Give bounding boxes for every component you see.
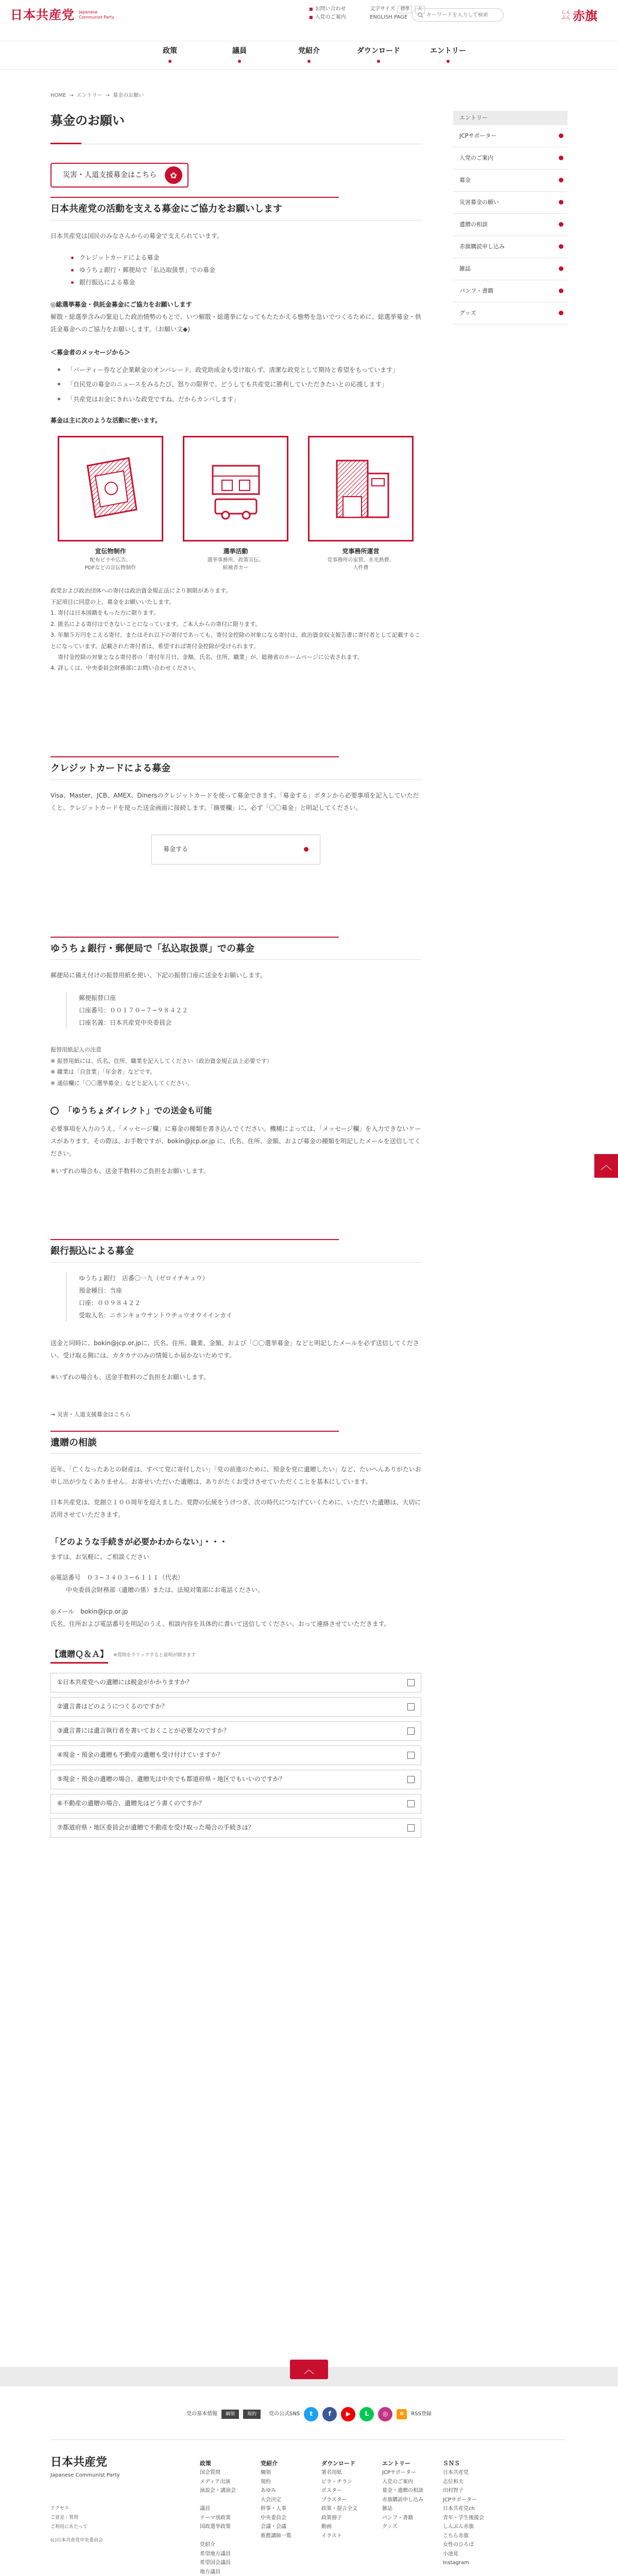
- footer-column-heading[interactable]: 政策: [200, 2460, 211, 2467]
- support-heading: 日本共産党の活動を支える募金にご協力をお願いします: [50, 197, 421, 221]
- nav-dot-icon: [238, 60, 241, 63]
- yucho-heading: ゆうちょ銀行・郵便局で「払込取扱票」での募金: [50, 937, 421, 960]
- footer-link[interactable]: 日本共産党: [443, 2470, 469, 2476]
- qa-heading-row: [50, 1648, 421, 1664]
- footer-link[interactable]: 小池晃: [443, 2551, 458, 2557]
- footer-link[interactable]: Instagram: [443, 2560, 469, 2566]
- twitter-icon[interactable]: t: [304, 2407, 318, 2421]
- form-notes: 振替用紙記入の注意 ※ 振替用紙には、氏名、住所、職業を記入してください（政治資金規正法上必要です） ※ 職業は「自営業」「年金者」などです。 ※ 通信欄に「〇〇選挙募金」などと記入してください。: [50, 1046, 272, 1087]
- nav-download[interactable]: ダウンロード: [345, 45, 413, 70]
- footer-link[interactable]: ポスター: [321, 2488, 342, 2494]
- election-heading: ◎総選挙募金・供託金募金にご協力をお願いします: [50, 301, 192, 309]
- logo-text: 日本共産党: [10, 7, 75, 22]
- footer-logo[interactable]: 日本共産党 Japanese Communist Party: [50, 2455, 120, 2479]
- dot-icon: [304, 847, 308, 852]
- footer-column: [443, 2459, 504, 2576]
- qa-item[interactable]: ⑤現金・預金の遺贈の場合、遺贈先は中央でも都道府県・地区でもいいのですか？: [50, 1770, 421, 1789]
- postal-account-box: 郵便振替口座 口座番号：００１７０−７−９８４２２ 口座名義：日本共産党中央委員会: [66, 992, 421, 1029]
- footer-link[interactable]: ビラ・チラシ: [321, 2479, 352, 2485]
- usage-cards: [58, 436, 421, 572]
- rules-link[interactable]: 規約: [243, 2410, 261, 2419]
- footer-link[interactable]: 入党のご案内: [382, 2479, 413, 2485]
- nav-about[interactable]: 党紹介: [275, 45, 343, 70]
- dot-icon: [559, 222, 563, 227]
- footer-link[interactable]: テーマ別政策: [200, 2515, 231, 2521]
- footer-link: [200, 2496, 261, 2505]
- expand-box-icon: [407, 1776, 415, 1783]
- footer-link[interactable]: 青年・学生後援会: [443, 2515, 484, 2521]
- election-text: 解散・総選挙含みの緊迫した政治情勢のもとで、いつ解散・総選挙になってもたたかえる態勢を急いでつくるために、総選挙募金・供託金募金へのご協力をお願いします。（お願い文◆): [50, 313, 421, 333]
- footer-link[interactable]: 国政選挙政策: [200, 2524, 231, 2530]
- dot-icon: [559, 266, 563, 271]
- legal-notes: [50, 585, 421, 674]
- qa-item[interactable]: ④現金・預金の遺贈も不動産の遺贈も受け付けていますか？: [50, 1745, 421, 1765]
- footer-link[interactable]: 幹事・人事: [261, 2506, 286, 2512]
- expand-box-icon: [407, 1727, 415, 1735]
- logo-english: Japanese Communist Party: [79, 10, 114, 20]
- bequest-tel-note: 中央委員会財務部（遺贈の係）または、法規対策部にお電話ください。: [66, 1586, 264, 1594]
- fee-note: ※いずれの場合も、送金手数料のご負担をお願いします。: [50, 1373, 210, 1381]
- contact-link[interactable]: ■ お問い合わせ: [309, 6, 346, 12]
- dot-icon: [559, 244, 563, 249]
- qa-heading: 【遺贈Ｑ＆Ａ】: [50, 1648, 108, 1664]
- footer-link[interactable]: 雑誌: [382, 2506, 392, 2512]
- back-to-top-button[interactable]: [290, 2360, 328, 2379]
- rss-link[interactable]: RSS登録: [411, 2411, 432, 2417]
- usage-card-title: 宣伝物制作: [95, 548, 126, 555]
- footer-link[interactable]: プラスター: [321, 2497, 347, 2503]
- qa-item[interactable]: ⑦都道府県・地区委員会が遺贈で不動産を受け取った場合の手続きは？: [50, 1818, 421, 1838]
- footer-link[interactable]: JCPサポーター: [443, 2497, 477, 2503]
- feedback-link[interactable]: ご意見・質問: [50, 2515, 79, 2520]
- header: [0, 0, 618, 41]
- footer-link[interactable]: 会議・会議: [261, 2524, 286, 2530]
- bequest-mail-note: 氏名、住所および電話番号を明記のうえ、相談内容を具体的に書いて送信してください。おって連絡させていただきます。: [50, 1620, 390, 1628]
- terms-link[interactable]: ご利用にあたって: [50, 2524, 88, 2530]
- dot-icon: [559, 311, 563, 315]
- footer-column-heading[interactable]: ＳＮＳ: [443, 2460, 460, 2467]
- expand-box-icon: [407, 1703, 415, 1710]
- bank-heading: 銀行振込による募金: [50, 1239, 421, 1263]
- footer-column: [200, 2459, 261, 2576]
- footer-link[interactable]: 日本共産党ch: [443, 2506, 475, 2512]
- intro-text: 日本共産党は国民のみなさんからの募金で支えられています。: [50, 232, 224, 240]
- leaflet-icon: [72, 450, 149, 528]
- search-box[interactable]: [412, 8, 504, 22]
- nav-policy[interactable]: 政策: [136, 45, 204, 70]
- breadcrumb-current: 募金のお願い: [113, 93, 144, 98]
- campaign-car-icon: [197, 450, 274, 528]
- donor-message: 「共産党はお金にきれいな政党ですね。だからカンパします」: [58, 394, 421, 405]
- join-link[interactable]: ■ 入党のご案内: [309, 14, 346, 20]
- instagram-icon[interactable]: ◎: [378, 2407, 392, 2421]
- square-icon: ■: [309, 15, 313, 20]
- dot-icon: [559, 133, 563, 138]
- usage-card-desc: 配布ビラや広告、 PDFなどの宣伝物制作: [84, 557, 136, 571]
- search-input[interactable]: [426, 12, 499, 18]
- basic-info-label: 党の基本情報: [186, 2411, 218, 2417]
- expand-box-icon: [407, 1679, 415, 1686]
- footer-column: [261, 2459, 321, 2576]
- sidebar-item-akahata[interactable]: 赤旗購読申し込み: [453, 236, 568, 258]
- footer-link[interactable]: しんぶん赤旗: [443, 2524, 474, 2530]
- publicity-illustration: [58, 436, 163, 541]
- dot-icon: [559, 156, 563, 160]
- footer-link[interactable]: イラスト: [321, 2533, 342, 2539]
- chevron-up-icon: ︿: [600, 1159, 612, 1173]
- footer-link[interactable]: グッズ: [382, 2524, 398, 2530]
- footer-column: [382, 2459, 443, 2576]
- usage-card-title: 選挙活動: [223, 548, 248, 555]
- youtube-icon[interactable]: ▶: [341, 2407, 355, 2421]
- chevron-up-icon: ︿: [304, 2363, 314, 2376]
- font-size-normal-button[interactable]: 標準: [398, 6, 412, 13]
- footer-link[interactable]: 女性のひろば: [443, 2542, 474, 2548]
- bequest-heading: 遺贈の相談: [50, 1431, 421, 1454]
- office-building-icon: [322, 450, 400, 528]
- qa-item[interactable]: ①日本共産党への遺贈には税金がかかりますか？: [50, 1673, 421, 1692]
- sidebar-item-join[interactable]: 入党のご案内: [453, 147, 568, 170]
- nav-dot-icon: [168, 60, 171, 63]
- credit-heading: クレジットカードによる募金: [50, 756, 421, 780]
- footer-column-heading[interactable]: エントリー: [382, 2460, 410, 2467]
- page-top-float-button[interactable]: [594, 1154, 618, 1178]
- search-icon: [418, 12, 423, 18]
- office-illustration: [308, 436, 414, 541]
- credit-text: Visa、Master、JCB、AMEX、Dinersのクレジットカードを使って募金できます。「募金する」ボタンから必要事項を記入していただくと、クレジットカードを使った送金画面に接続します。「摘要欄」に、必ず「〇〇募金」と明記してください。: [50, 791, 419, 811]
- platform-link[interactable]: 綱領: [221, 2410, 239, 2419]
- square-icon: ■: [309, 7, 313, 11]
- bank-account-box: ゆうちょ銀行 店番〇一九（ゼロイチキュウ） 預金種目：当座 口座：００９８４２２ 受取人名：ニホンキョウサントウチュウオウイインカイ: [66, 1272, 421, 1321]
- footer-link[interactable]: 希望地方議員: [200, 2551, 231, 2557]
- footer-link[interactable]: メディア出演: [200, 2479, 231, 2485]
- note-line: 政党および政治団体への寄付は政治資金規正法により制限があります。: [50, 587, 232, 595]
- bequest-question: 「どのような手続きが必要かわからない」・・・: [50, 1537, 228, 1547]
- fee-note: ※いずれの場合も、送金手数料のご負担をお願いします。: [50, 1167, 210, 1175]
- footer-link[interactable]: 大会決定: [261, 2497, 281, 2503]
- footer-link[interactable]: 田村智子: [443, 2488, 464, 2494]
- messages-heading: ＜募金者のメッセージから＞: [50, 349, 131, 357]
- note-line: 1. 寄付は日本国籍をもった方に限ります。: [50, 609, 160, 617]
- rss-icon[interactable]: R: [397, 2409, 407, 2419]
- bequest-text-2: 日本共産党は、党創立１００周年を迎えました。党際の伝統をうけつぎ、次の時代につなげていくために、いただいた遺贈は、大切に活用させていただきます。: [50, 1499, 421, 1519]
- qa-note: ※質問をクリックすると説明が開きます: [113, 1653, 196, 1658]
- footer-divider: [50, 2439, 565, 2440]
- footer-columns: [200, 2459, 504, 2576]
- dot-icon: [559, 200, 563, 205]
- disaster-donation-button[interactable]: 災害・人道支援募金はこちら ✿: [50, 163, 188, 188]
- footer-link[interactable]: 募金・遺贈の相談: [382, 2488, 423, 2494]
- site-logo[interactable]: [10, 5, 120, 25]
- disaster-link[interactable]: → 災害・人道支援募金はこちら: [50, 1411, 131, 1418]
- bequest-mail[interactable]: ◎メール bokin@jcp.or.jp: [50, 1607, 128, 1615]
- akahata-small-text: しんぶん: [561, 10, 571, 21]
- usage-card-title: 党事務所運営: [342, 548, 380, 555]
- global-nav: [0, 41, 618, 70]
- footer-link[interactable]: 議員: [200, 2506, 210, 2512]
- note-line: 下記項目に同意の上、募金をお願いいたします。: [50, 598, 175, 605]
- facebook-icon[interactable]: f: [322, 2407, 337, 2421]
- sidebar-item-goods[interactable]: グッズ: [453, 302, 568, 325]
- akahata-big-text: 赤旗: [573, 8, 597, 23]
- uses-heading: 募金は主に次のような活動に使います。: [50, 416, 162, 424]
- footer-link[interactable]: JCPサポーター: [382, 2470, 416, 2476]
- qa-item[interactable]: ②遺言書はどのようにつくるのですか？: [50, 1697, 421, 1717]
- sidebar: [453, 111, 568, 325]
- direct-heading: 「ゆうちょダイレクト」での送金も可能: [50, 1104, 421, 1117]
- donor-message: 「パーティー券など企業献金のオンパレード。政党助成金も受け取らず、清潔な政党として期待と希望をもっています」: [58, 364, 421, 376]
- english-page-link[interactable]: ENGLISH PAGE: [370, 14, 408, 20]
- expand-box-icon: [407, 1752, 415, 1759]
- breadcrumb-home[interactable]: HOME: [50, 93, 66, 98]
- method-yucho-link[interactable]: ゆうちょ銀行・郵便局で「払込取扱票」での募金: [71, 264, 421, 276]
- footer-link[interactable]: 動画: [321, 2524, 332, 2530]
- method-credit-link[interactable]: クレジットカードによる募金: [71, 251, 421, 264]
- sidebar-item-books[interactable]: パンフ・書籍: [453, 280, 568, 302]
- footer-link[interactable]: 希望国会議員: [200, 2560, 231, 2566]
- footer-link[interactable]: 署名用紙: [321, 2470, 342, 2476]
- footer-link[interactable]: 党紹介: [200, 2542, 215, 2548]
- nav-dot-icon: [377, 60, 380, 63]
- font-size-large-button[interactable]: 大: [415, 6, 425, 13]
- footer-link[interactable]: 政策冊子: [321, 2515, 342, 2521]
- breadcrumb-entry[interactable]: エントリー: [76, 93, 102, 98]
- note-line: 4. 詳しくは、中央委員会財務部にお問い合わせください。: [50, 665, 199, 672]
- akahata-logo[interactable]: [561, 6, 597, 26]
- footer-link[interactable]: 政策・提言全文: [321, 2506, 357, 2512]
- line-icon[interactable]: L: [359, 2407, 374, 2421]
- footer-small-links: [50, 2504, 103, 2545]
- footer-link[interactable]: あゆみ: [261, 2488, 276, 2494]
- access-link[interactable]: アクセス: [50, 2506, 69, 2511]
- donation-methods-list: [71, 251, 421, 289]
- footer-link[interactable]: パンフ・書籍: [382, 2515, 413, 2521]
- footer-column-heading[interactable]: ダウンロード: [321, 2460, 355, 2467]
- footer-link[interactable]: 中央委員会: [261, 2515, 286, 2521]
- election-illustration: [183, 436, 288, 541]
- bequest-tel: ◎電話番号 ０３−３４０３−６１１１（代表）: [50, 1573, 184, 1581]
- sidebar-heading: エントリー: [453, 111, 568, 125]
- sidebar-item-supporter[interactable]: JCPサポーター: [453, 125, 568, 147]
- bequest-consult-text: まずは、お気軽に、ご相談ください: [50, 1553, 150, 1561]
- nav-members[interactable]: 議員: [205, 45, 273, 70]
- nav-dot-icon: [307, 60, 311, 63]
- qa-item[interactable]: ⑥不動産の遺贈の場合、遺贈先はどう書くのですか？: [50, 1794, 421, 1814]
- sidebar-item-disaster[interactable]: 災害募金の願い: [453, 192, 568, 214]
- sidebar-item-bequest[interactable]: 遺贈の相談: [453, 214, 568, 236]
- qa-item[interactable]: ③遺言書には遺言執行者を書いておくことが必要なのですか？: [50, 1721, 421, 1741]
- breadcrumb: HOME → エントリー → 募金のお願い: [50, 93, 144, 98]
- footer-link[interactable]: こちら赤旗: [443, 2533, 469, 2539]
- sidebar-item-donation[interactable]: 募金: [453, 170, 568, 192]
- bank-text: 送金と同時に、bokin@jcp.or.jpに、氏名、住所、職業、金額、および「〇〇選挙募金」などと明記したメールを必ず送信してください。受け取る側には、カタカナのみの情報しか届かないためです。: [50, 1339, 419, 1359]
- utility-links: [309, 5, 346, 22]
- yucho-text: 郵便局に備え付けの振替用紙を使い、下記の振替口座に送金をお願いします。: [50, 972, 267, 979]
- footer-column: [321, 2459, 382, 2576]
- sidebar-item-magazine[interactable]: 雑誌: [453, 258, 568, 280]
- main-content: [50, 111, 421, 1842]
- copyright: (c)日本共産党中央委員会: [50, 2538, 103, 2543]
- donor-messages: [58, 364, 421, 405]
- footer-link[interactable]: 赤旗購読申し込み: [382, 2497, 423, 2503]
- donor-message: 「自民党の募金のニュースをみるたび、怒りの限界で。どうしても共産党に勝利していただきたいとの応援します」: [58, 379, 421, 391]
- method-bank-link[interactable]: 銀行振込による募金: [71, 276, 421, 289]
- bequest-text-1: 近年、「亡くなったあとの財産は、すべて党に寄付したい」「党の前進のために、預金を党に遺贈したい」など、たいへんありがたいお申し出が少なくありません。お寄せいただいた遺贈は、ありがたくお受けさせていただくことを基本にしています。: [50, 1466, 421, 1486]
- footer-link[interactable]: 志位和夫: [443, 2479, 464, 2485]
- sns-label: 党の公式SNS: [269, 2411, 300, 2417]
- note-line: 寄付金控除の対象となる寄付者の「寄付年月日、金額、氏名、住所、職業」が、総務省のホームページに公表されます。: [58, 653, 363, 660]
- footer-link[interactable]: 国会質問: [200, 2470, 220, 2476]
- footer-link[interactable]: 綱領: [261, 2470, 271, 2476]
- note-line: 2. 匿名による寄付はできないことになっています。ご本人からの寄付に限ります。: [50, 620, 261, 628]
- expand-box-icon: [407, 1824, 415, 1832]
- usage-card-election: [183, 436, 288, 572]
- footer-link[interactable]: 推薦講師一覧: [261, 2533, 291, 2539]
- circle-icon: [50, 1107, 59, 1115]
- font-size-label: 文字サイズ: [370, 6, 396, 12]
- usage-card-office: [308, 436, 414, 572]
- donate-button[interactable]: 募金する: [151, 835, 320, 865]
- expand-box-icon: [407, 1800, 415, 1807]
- page-title: 募金のお願い: [50, 111, 421, 144]
- nav-dot-icon: [447, 60, 450, 63]
- note-line: 3. 年額５万円をこえる寄付、またはそれ以下の寄付であっても、寄付金控除の対象になる寄付は、政治資金収支報告書に寄付者として記載することになっています。記載された寄付者は、希望すれば寄付金控除が受けられます。: [50, 632, 420, 650]
- footer-column-heading[interactable]: 党紹介: [261, 2460, 278, 2467]
- social-row: [0, 2407, 618, 2421]
- footer-link[interactable]: 地方議員: [200, 2569, 220, 2575]
- dot-icon: [559, 289, 563, 293]
- direct-text: 必要事項を入力のうえ、「メッセージ欄」に募金の種類を書き込んでください。機種によっては、「メッセージ欄」を入力できないケースがあります。その際は、お手数ですが、bokin@jcp.or.jp に、氏名、住所、金額、および募金の種類を明記したメールを送信してください。: [50, 1125, 421, 1157]
- footer-link[interactable]: 規約: [261, 2479, 271, 2485]
- footer-link[interactable]: 演説会・講演会: [200, 2488, 236, 2494]
- usage-card-publicity: [58, 436, 163, 572]
- usage-card-desc: 党事務所の家賃、水光熱費、 人件費: [327, 557, 394, 571]
- flower-icon: ✿: [165, 166, 182, 184]
- footer-link: [200, 2532, 261, 2541]
- nav-entry[interactable]: エントリー: [414, 45, 482, 70]
- dot-icon: [559, 178, 563, 182]
- usage-card-desc: 選挙事務所、政策宣伝、 候補者カー: [207, 557, 264, 571]
